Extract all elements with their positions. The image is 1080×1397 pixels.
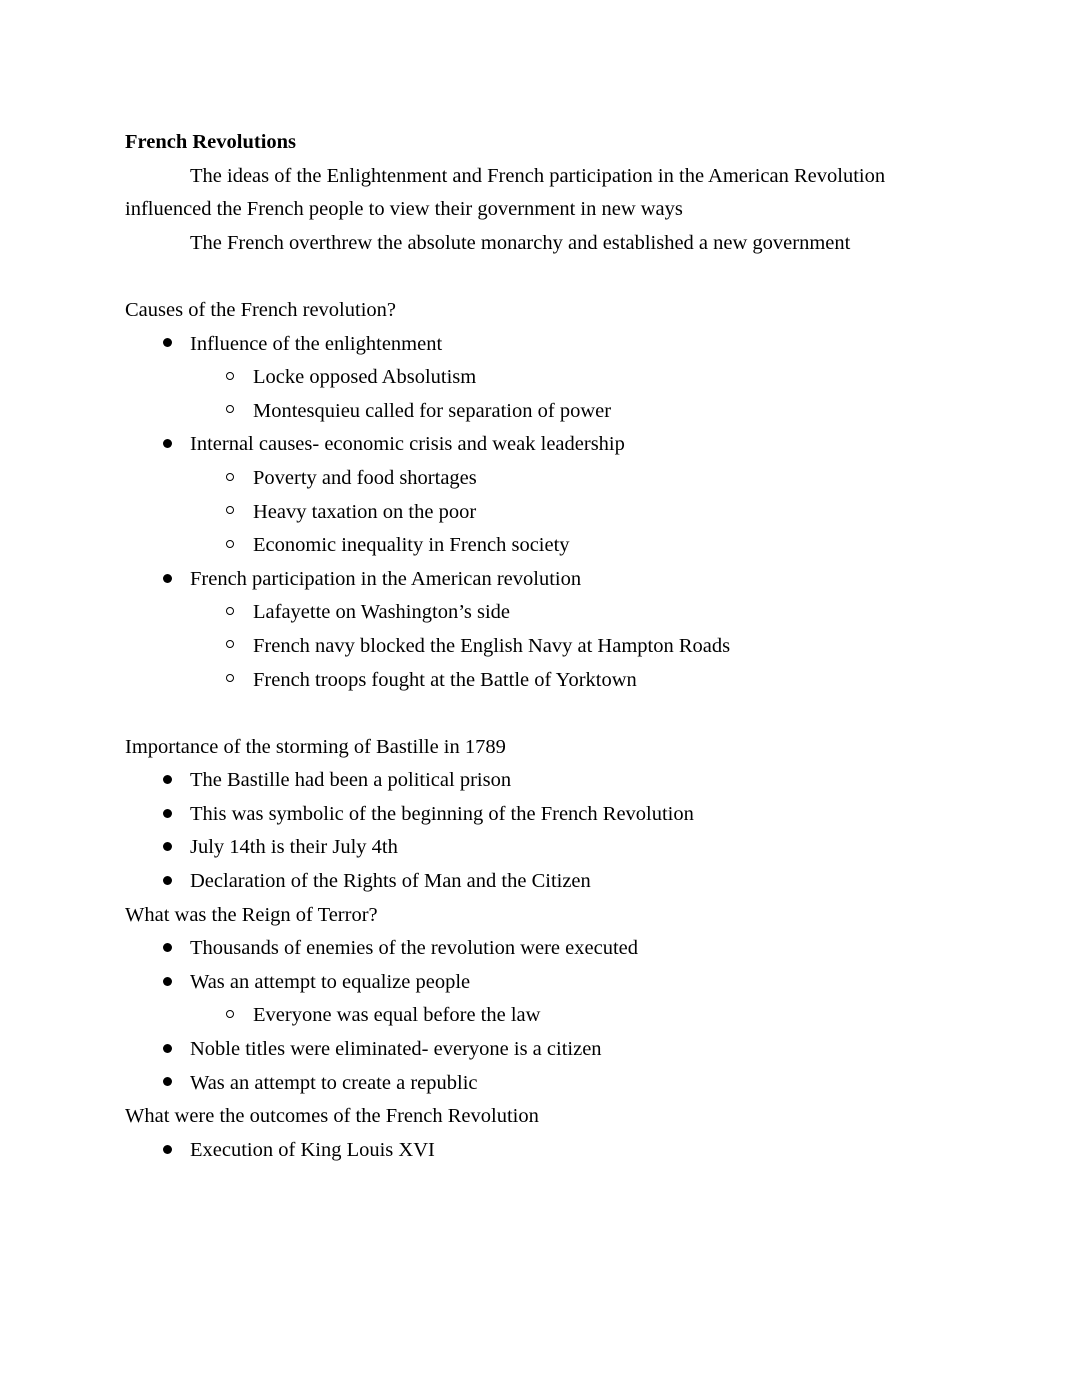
list-item-label: French navy blocked the English Navy at Hampton Roads (253, 634, 731, 657)
list-item (125, 932, 947, 966)
list-item (125, 529, 947, 563)
list-item (125, 664, 947, 698)
section-prompt-outcomes: What were the outcomes of the French Revolution (125, 1105, 539, 1128)
bullet-circle-icon (226, 999, 240, 1033)
page-title: French Revolutions (125, 131, 297, 153)
intro-paragraph-1: The ideas of the Enlightenment and French participation in the American Revolution influenced the French people to view their government in new ways (125, 164, 886, 221)
list-item (125, 1033, 947, 1067)
bullet-list-reign-of-terror (125, 932, 947, 1100)
sub-bullet-list (125, 361, 947, 428)
list-item-label: Internal causes- economic crisis and weak leadership (190, 433, 625, 456)
list-item (125, 630, 947, 664)
list-item (125, 966, 947, 1000)
list-item-label: Montesquieu called for separation of power (253, 399, 612, 422)
bullet-circle-icon (226, 630, 240, 664)
bullet-circle-icon (226, 361, 240, 395)
list-item-label: Was an attempt to create a republic (190, 1071, 478, 1094)
bullet-circle-icon (226, 596, 240, 630)
list-item-label: Influence of the enlightenment (190, 332, 443, 355)
section-prompt-bastille: Importance of the storming of Bastille in 1789 (125, 735, 506, 758)
list-item-label: Thousands of enemies of the revolution were executed (190, 937, 638, 960)
bullet-list-bastille (125, 764, 947, 898)
bullet-disc-icon (163, 1134, 175, 1168)
bullet-list-outcomes (125, 1134, 947, 1168)
bullet-disc-icon (163, 932, 175, 966)
list-item-label: This was symbolic of the beginning of the French Revolution (190, 802, 694, 825)
list-item (125, 865, 947, 899)
list-item-label: French troops fought at the Battle of Yorktown (253, 668, 637, 691)
paragraph-spacer-1 (125, 260, 947, 294)
bullet-disc-icon (163, 428, 175, 462)
list-item-label: Execution of King Louis XVI (190, 1138, 435, 1161)
bullet-disc-icon (163, 865, 175, 899)
list-item-label: Noble titles were eliminated- everyone is a citizen (190, 1038, 602, 1061)
list-item (125, 1067, 947, 1101)
list-item-label: Economic inequality in French society (253, 534, 570, 557)
document-body (125, 126, 947, 1167)
section-prompt-causes: Causes of the French revolution? (125, 298, 396, 321)
section-spacer-2 (125, 697, 947, 731)
sub-bullet-list (125, 596, 947, 697)
intro-paragraph-2: The French overthrew the absolute monarchy and established a new government (190, 231, 851, 254)
bullet-circle-icon (226, 496, 240, 530)
list-item (125, 328, 947, 362)
list-item-label: Poverty and food shortages (253, 466, 477, 489)
list-item (125, 831, 947, 865)
bullet-list-causes (125, 328, 947, 698)
list-item-label: July 14th is their July 4th (190, 836, 398, 859)
list-item (125, 999, 947, 1033)
list-item-label: Everyone was equal before the law (253, 1004, 541, 1027)
list-item-label: Was an attempt to equalize people (190, 970, 471, 993)
bullet-circle-icon (226, 664, 240, 698)
list-item (125, 563, 947, 597)
list-item (125, 496, 947, 530)
list-item (125, 798, 947, 832)
bullet-disc-icon (163, 563, 175, 597)
bullet-circle-icon (226, 462, 240, 496)
list-item (125, 361, 947, 395)
list-item (125, 596, 947, 630)
list-item (125, 428, 947, 462)
bullet-disc-icon (163, 966, 175, 1000)
bullet-disc-icon (163, 798, 175, 832)
list-item-label: French participation in the American revolution (190, 567, 582, 590)
bullet-disc-icon (163, 831, 175, 865)
list-item-label: Locke opposed Absolutism (253, 366, 477, 389)
bullet-disc-icon (163, 1033, 175, 1067)
list-item-label: Lafayette on Washington’s side (253, 601, 511, 624)
list-item-label: Declaration of the Rights of Man and the Citizen (190, 870, 591, 893)
list-item (125, 1134, 947, 1168)
list-item (125, 462, 947, 496)
bullet-disc-icon (163, 328, 175, 362)
bullet-circle-icon (226, 529, 240, 563)
sub-bullet-list (125, 999, 947, 1033)
sub-bullet-list (125, 462, 947, 563)
list-item-label: The Bastille had been a political prison (190, 769, 512, 792)
bullet-disc-icon (163, 764, 175, 798)
list-item-label: Heavy taxation on the poor (253, 500, 477, 523)
section-prompt-reign-of-terror: What was the Reign of Terror? (125, 903, 378, 926)
bullet-circle-icon (226, 395, 240, 429)
list-item (125, 764, 947, 798)
bullet-disc-icon (163, 1067, 175, 1101)
list-item (125, 395, 947, 429)
